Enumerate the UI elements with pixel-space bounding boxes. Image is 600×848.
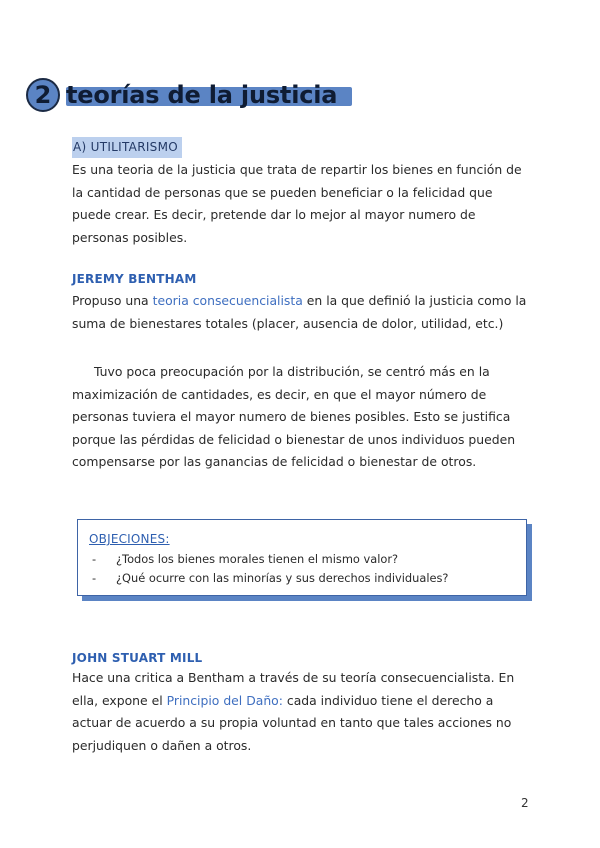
utilitarismo-paragraph: Es una teoria de la justicia que trata de repartir los bienes en función de la cantidad de personas que se pueden beneficiar o la felicidad que puede crear. Es decir, pretende dar lo mejor al mayor numero de personas posibles.: [72, 162, 522, 245]
bentham-heading: JEREMY BENTHAM: [72, 272, 197, 286]
mill-heading: JOHN STUART MILL: [72, 651, 203, 665]
section-number-badge: 2: [26, 78, 60, 112]
bentham-paragraph-2: Tuvo poca preocupación por la distribución, se centró más en la maximización de cantidades, es decir, en que el mayor número de personas tuviera el mayor numero de bienes posibles. Esto se justifica porque las pérdidas de felicidad o bienestar de unos individuos pueden compensarse por las ganancias de felicidad o bienestar de otros.: [72, 364, 516, 470]
objections-box: [77, 519, 527, 596]
bentham-text-end: en la que definió la justicia como la suma de bienestares totales (placer, ausencia de dolor, utilidad, etc.): [72, 293, 527, 331]
section-title: teorías de la justicia: [66, 81, 338, 109]
bentham-paragraph-1: [72, 290, 532, 335]
consecuencialista-term: teoria consecuencialista: [152, 293, 303, 308]
page-number: 2: [521, 796, 529, 810]
mill-paragraph: [72, 667, 532, 757]
principio-dano-term: Principio del Daño:: [166, 692, 283, 708]
objections-title: OBJECIONES:: [89, 532, 170, 546]
utilitarismo-label: A) UTILITARISMO: [72, 137, 182, 158]
objection-item: - ¿Qué ocurre con las minorías y sus derechos individuales?: [90, 569, 448, 588]
objections-list: [90, 550, 448, 588]
mill-text-end: cada individuo tiene el derecho a actuar de acuerdo a su propia voluntad en tanto que tales acciones no perjudiquen o dañen a otros.: [72, 692, 512, 753]
objection-item: - ¿Todos los bienes morales tienen el mismo valor?: [90, 550, 448, 569]
bentham-text-start: Propuso una: [72, 293, 153, 308]
mill-text-start: Hace una critica a Bentham a través de su teoría consecuencialista. En ella, expone el: [72, 670, 515, 708]
